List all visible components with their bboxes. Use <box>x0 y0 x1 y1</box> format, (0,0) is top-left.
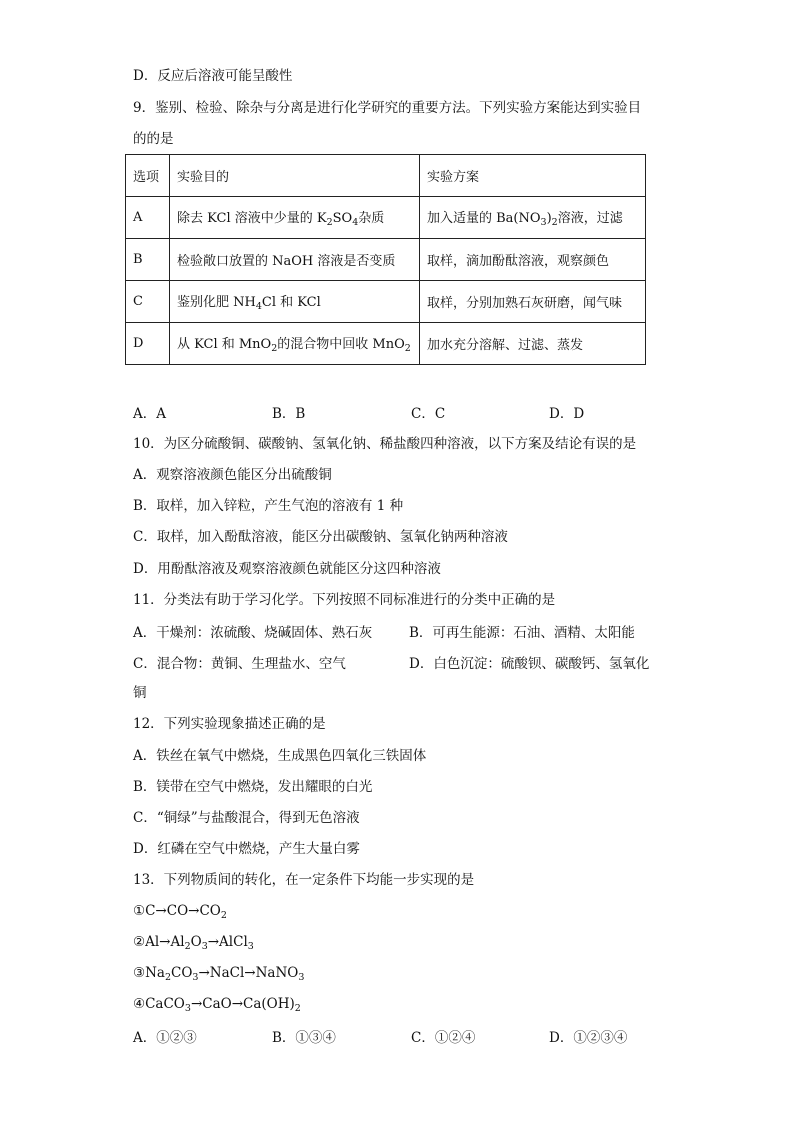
row-option: B <box>126 239 170 281</box>
q11-option-d-continued: 铜 <box>133 685 147 701</box>
row-purpose: 鉴别化肥 $NH_4Cl$ 和 KCl <box>170 281 420 323</box>
q13-option-d: D．①②③④ <box>549 1030 628 1046</box>
header-purpose: 实验目的 <box>170 155 420 197</box>
q13-item-2: $②Al\to Al_2O_3\to AlCl_3$ <box>133 934 254 952</box>
q13-item-4: $④CaCO_3\to CaO\to Ca(OH)_2$ <box>133 996 301 1014</box>
q11-option-d: D．白色沉淀：硫酸钡、碳酸钙、氢氧化 <box>409 656 650 672</box>
header-plan: 实验方案 <box>420 155 646 197</box>
row-option: D <box>126 323 170 365</box>
row-purpose: 除去 KCl 溶液中少量的 $K_2SO_4$杂质 <box>170 197 420 239</box>
q13-option-b: B．①③④ <box>272 1030 336 1046</box>
q9-option-b: B．B <box>272 406 306 422</box>
q10-option-a: A．观察溶液颜色能区分出硫酸铜 <box>133 467 332 483</box>
q11-option-c: C．混合物：黄铜、生理盐水、空气 <box>133 656 346 672</box>
q12-option-c: C．“铜绿”与盐酸混合，得到无色溶液 <box>133 810 360 826</box>
q12-stem: 12．下列实验现象描述正确的是 <box>133 716 326 732</box>
q12-option-d: D．红磷在空气中燃烧，产生大量白雾 <box>133 841 360 857</box>
table-row <box>126 281 646 323</box>
row-purpose: 检验敞口放置的 NaOH 溶液是否变质 <box>170 239 420 281</box>
row-plan: 取样，分别加熟石灰研磨，闻气味 <box>420 281 646 323</box>
q11-option-a: A．干燥剂：浓硫酸、烧碱固体、熟石灰 <box>133 625 373 641</box>
q9-stem-line2: 的的是 <box>133 131 174 147</box>
q8-option-d: D．反应后溶液可能呈酸性 <box>133 68 293 84</box>
row-plan: 取样，滴加酚酞溶液，观察颜色 <box>420 239 646 281</box>
q11-options-row2 <box>133 652 673 672</box>
q13-stem: 13．下列物质间的转化，在一定条件下均能一步实现的是 <box>133 872 475 888</box>
row-option: A <box>126 197 170 239</box>
table-row <box>126 197 646 239</box>
q13-option-c: C．①②④ <box>411 1030 476 1046</box>
q11-option-b: B．可再生能源：石油、酒精、太阳能 <box>409 625 635 641</box>
q9-option-a: A．A <box>133 406 166 422</box>
q13-options <box>133 1026 653 1046</box>
q11-options-row1 <box>133 621 673 641</box>
row-plan: 加入适量的 $Ba(NO_3)_2$溶液，过滤 <box>420 197 646 239</box>
row-purpose: 从 KCl 和 MnO$_2$的混合物中回收 MnO$_2$ <box>170 323 420 365</box>
table-row <box>126 239 646 281</box>
q9-experiment-table <box>125 154 646 365</box>
q9-option-c: C．C <box>411 406 446 422</box>
table-header-row <box>126 155 646 197</box>
q10-option-d: D．用酚酞溶液及观察溶液颜色就能区分这四种溶液 <box>133 561 441 577</box>
q13-item-3: $③Na_2CO_3\to NaCl\to NaNO_3$ <box>133 965 305 983</box>
q10-stem: 10．为区分硫酸铜、碳酸钠、氢氧化钠、稀盐酸四种溶液，以下方案及结论有误的是 <box>133 436 637 452</box>
q9-option-d: D．D <box>549 406 585 422</box>
q13-item-1: $①C\to CO\to CO_2$ <box>133 903 227 921</box>
q10-option-c: C．取样，加入酚酞溶液，能区分出碳酸钠、氢氧化钠两种溶液 <box>133 529 508 545</box>
row-plan: 加水充分溶解、过滤、蒸发 <box>420 323 646 365</box>
q12-option-b: B．镁带在空气中燃烧，发出耀眼的白光 <box>133 779 373 795</box>
row-option: C <box>126 281 170 323</box>
q9-stem-line1: 9．鉴别、检验、除杂与分离是进行化学研究的重要方法。下列实验方案能达到实验目 <box>133 100 642 116</box>
q13-option-a: A．①②③ <box>133 1030 197 1046</box>
q11-stem: 11．分类法有助于学习化学。下列按照不同标准进行的分类中正确的是 <box>133 592 556 608</box>
q9-options <box>133 402 653 422</box>
table-row <box>126 323 646 365</box>
q12-option-a: A．铁丝在氧气中燃烧，生成黑色四氧化三铁固体 <box>133 748 427 764</box>
header-option: 选项 <box>126 155 170 197</box>
q10-option-b: B．取样，加入锌粒，产生气泡的溶液有 1 种 <box>133 498 404 514</box>
